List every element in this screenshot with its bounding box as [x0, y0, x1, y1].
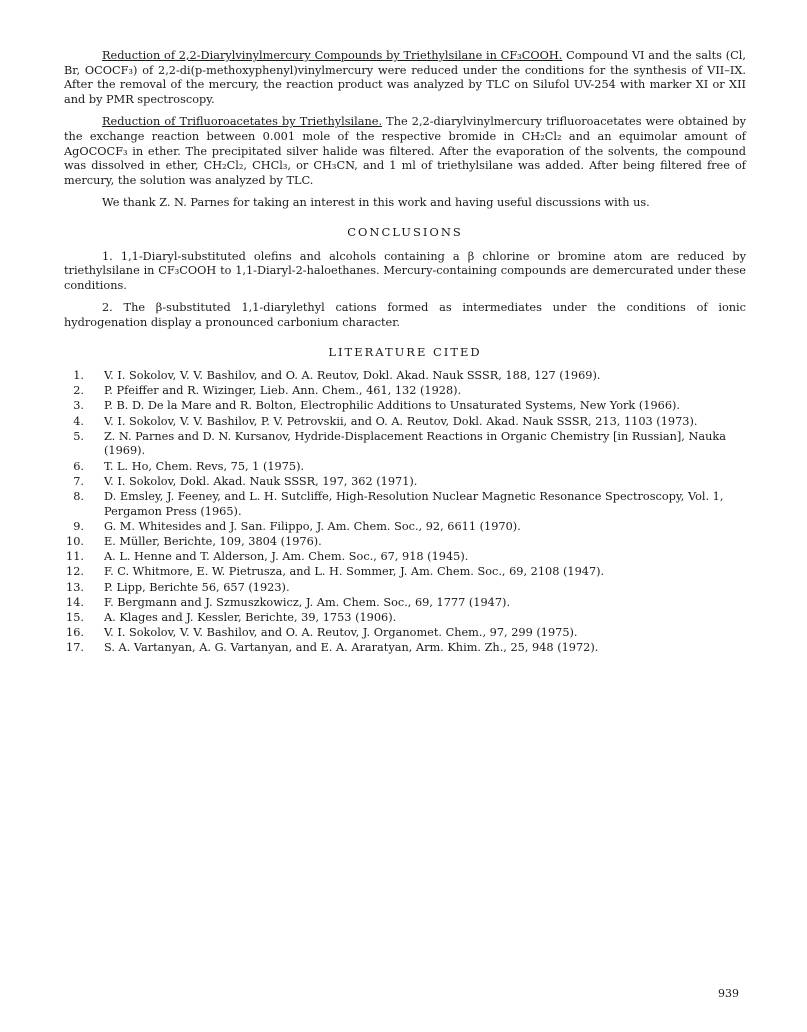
reference-number: 14. — [66, 595, 84, 609]
reference-number: 12. — [66, 565, 84, 579]
reference-number: 7. — [73, 474, 84, 488]
conclusion-item: 2. The β-substituted 1,1-diarylethyl cations formed as intermediates under the conditions of ionic hydrogenation display a pronounced carbonium character. — [64, 301, 746, 329]
page-body — [64, 49, 746, 656]
reference-text: V. I. Sokolov, Dokl. Akad. Nauk SSSR, 197, 362 (1971). — [104, 474, 418, 488]
reference-text: P. Lipp, Berichte 56, 657 (1923). — [104, 580, 290, 594]
reference-number: 5. — [73, 429, 84, 443]
reference-list — [64, 369, 746, 656]
reference-text: P. Pfeiffer and R. Wizinger, Lieb. Ann. Chem., 461, 132 (1928). — [104, 384, 462, 398]
literature-heading: LITERATURE CITED — [328, 344, 482, 359]
reference-text: T. L. Ho, Chem. Revs, 75, 1 (1975). — [104, 459, 305, 473]
paragraph-acknowledgement — [64, 196, 746, 211]
paragraph-text: Compound VI and the salts (Cl, Br, OCOCF₃) of 2,2-di(p-methoxyphenyl)vinylmercury were reduced under the conditions for the synthesis of VII–IX. After the removal of the mercury, the reaction product was analyzed by TLC on Silufol UV-254 with marker XI or XII and by PMR spectroscopy. — [64, 49, 746, 106]
reference-item — [64, 641, 746, 656]
reference-number: 9. — [73, 519, 84, 533]
reference-text: V. I. Sokolov, V. V. Bashilov, and O. A. Reutov, J. Organomet. Chem., 97, 299 (1975). — [104, 626, 578, 640]
reference-number: 2. — [73, 384, 84, 398]
paragraph-text: We thank Z. N. Parnes for taking an interest in this work and having useful discussions with us. — [102, 196, 650, 210]
reference-item — [64, 520, 746, 535]
reference-number: 4. — [73, 414, 84, 428]
reference-text: D. Emsley, J. Feeney, and L. H. Sutcliffe, High-Resolution Nuclear Magnetic Resonance Spectroscopy, Vol. 1, Pergamon Press (1965). — [104, 490, 724, 518]
reference-item — [64, 460, 746, 475]
reference-item — [64, 369, 746, 384]
reference-text: A. L. Henne and T. Alderson, J. Am. Chem. Soc., 67, 918 (1945). — [104, 550, 469, 564]
paragraph-reduction-trifluoroacetates — [64, 115, 746, 188]
reference-item — [64, 475, 746, 490]
reference-text: F. Bergmann and J. Szmuszkowicz, J. Am. Chem. Soc., 69, 1777 (1947). — [104, 595, 511, 609]
reference-text: S. A. Vartanyan, A. G. Vartanyan, and E. A. Araratyan, Arm. Khim. Zh., 25, 948 (1972). — [104, 641, 599, 655]
reference-item — [64, 596, 746, 611]
reference-text: V. I. Sokolov, V. V. Bashilov, and O. A. Reutov, Dokl. Akad. Nauk SSSR, 188, 127 (1969). — [104, 369, 601, 383]
conclusions-heading: CONCLUSIONS — [347, 224, 463, 239]
reference-number: 11. — [66, 550, 84, 564]
reference-item — [64, 565, 746, 580]
reference-item — [64, 626, 746, 641]
paragraph-heading: Reduction of 2,2-Diarylvinylmercury Compounds by Triethylsilane in CF₃COOH. — [102, 49, 563, 62]
reference-item — [64, 581, 746, 596]
conclusion-item: 1. 1,1-Diaryl-substituted olefins and alcohols containing a β chlorine or bromine atom are reduced by triethylsilane in CF₃COOH to 1,1-Diaryl-2-haloethanes. Mercury-containing compounds are demercurated under these conditions. — [64, 249, 746, 292]
reference-text: V. I. Sokolov, V. V. Bashilov, P. V. Petrovskii, and O. A. Reutov, Dokl. Akad. Nauk SSSR, 213, 1103 (1973). — [104, 414, 698, 428]
page-number: 939 — [718, 987, 739, 1000]
paragraph-reduction-diarylvinylmercury — [64, 49, 746, 107]
reference-number: 15. — [66, 610, 84, 624]
paragraph-text: The 2,2-diarylvinylmercury trifluoroacetates were obtained by the exchange reaction between 0.001 mole of the respective bromide in CH₂Cl₂ and an equimolar amount of AgOCOCF₃ in ether. The precipitated silver halide was filtered. After the evaporation of the solvents, the compound was dissolved in ether, CH₂Cl₂, CHCl₃, or CH₃CN, and 1 ml of triethylsilane was added. After being filtered free of mercury, the solution was analyzed by TLC. — [64, 115, 747, 187]
reference-text: A. Klages and J. Kessler, Berichte, 39, 1753 (1906). — [104, 610, 397, 624]
reference-item — [64, 535, 746, 550]
reference-number: 13. — [66, 580, 84, 594]
reference-text: Z. N. Parnes and D. N. Kursanov, Hydride-Displacement Reactions in Organic Chemistry [in Russian], Nauka (1969). — [104, 429, 726, 458]
reference-item — [64, 490, 746, 519]
reference-item — [64, 430, 746, 459]
paragraph-heading: Reduction of Trifluoroacetates by Triethylsilane. — [102, 115, 383, 129]
reference-number: 6. — [73, 459, 84, 473]
reference-number: 1. — [73, 369, 84, 383]
reference-number: 16. — [66, 626, 84, 640]
reference-item — [64, 611, 746, 626]
reference-number: 10. — [66, 534, 84, 548]
reference-text: E. Müller, Berichte, 109, 3804 (1976). — [104, 534, 322, 548]
reference-item — [64, 399, 746, 414]
reference-item — [64, 384, 746, 399]
reference-text: G. M. Whitesides and J. San. Filippo, J. Am. Chem. Soc., 92, 6611 (1970). — [104, 519, 521, 533]
reference-number: 3. — [73, 399, 84, 413]
reference-item — [64, 415, 746, 430]
reference-text: F. C. Whitmore, E. W. Pietrusza, and L. H. Sommer, J. Am. Chem. Soc., 69, 2108 (1947). — [104, 565, 605, 579]
reference-text: P. B. D. De la Mare and R. Bolton, Electrophilic Additions to Unsaturated Systems, New York (1966). — [104, 399, 681, 413]
reference-number: 17. — [66, 641, 84, 655]
reference-number: 8. — [73, 490, 84, 503]
reference-item — [64, 550, 746, 565]
